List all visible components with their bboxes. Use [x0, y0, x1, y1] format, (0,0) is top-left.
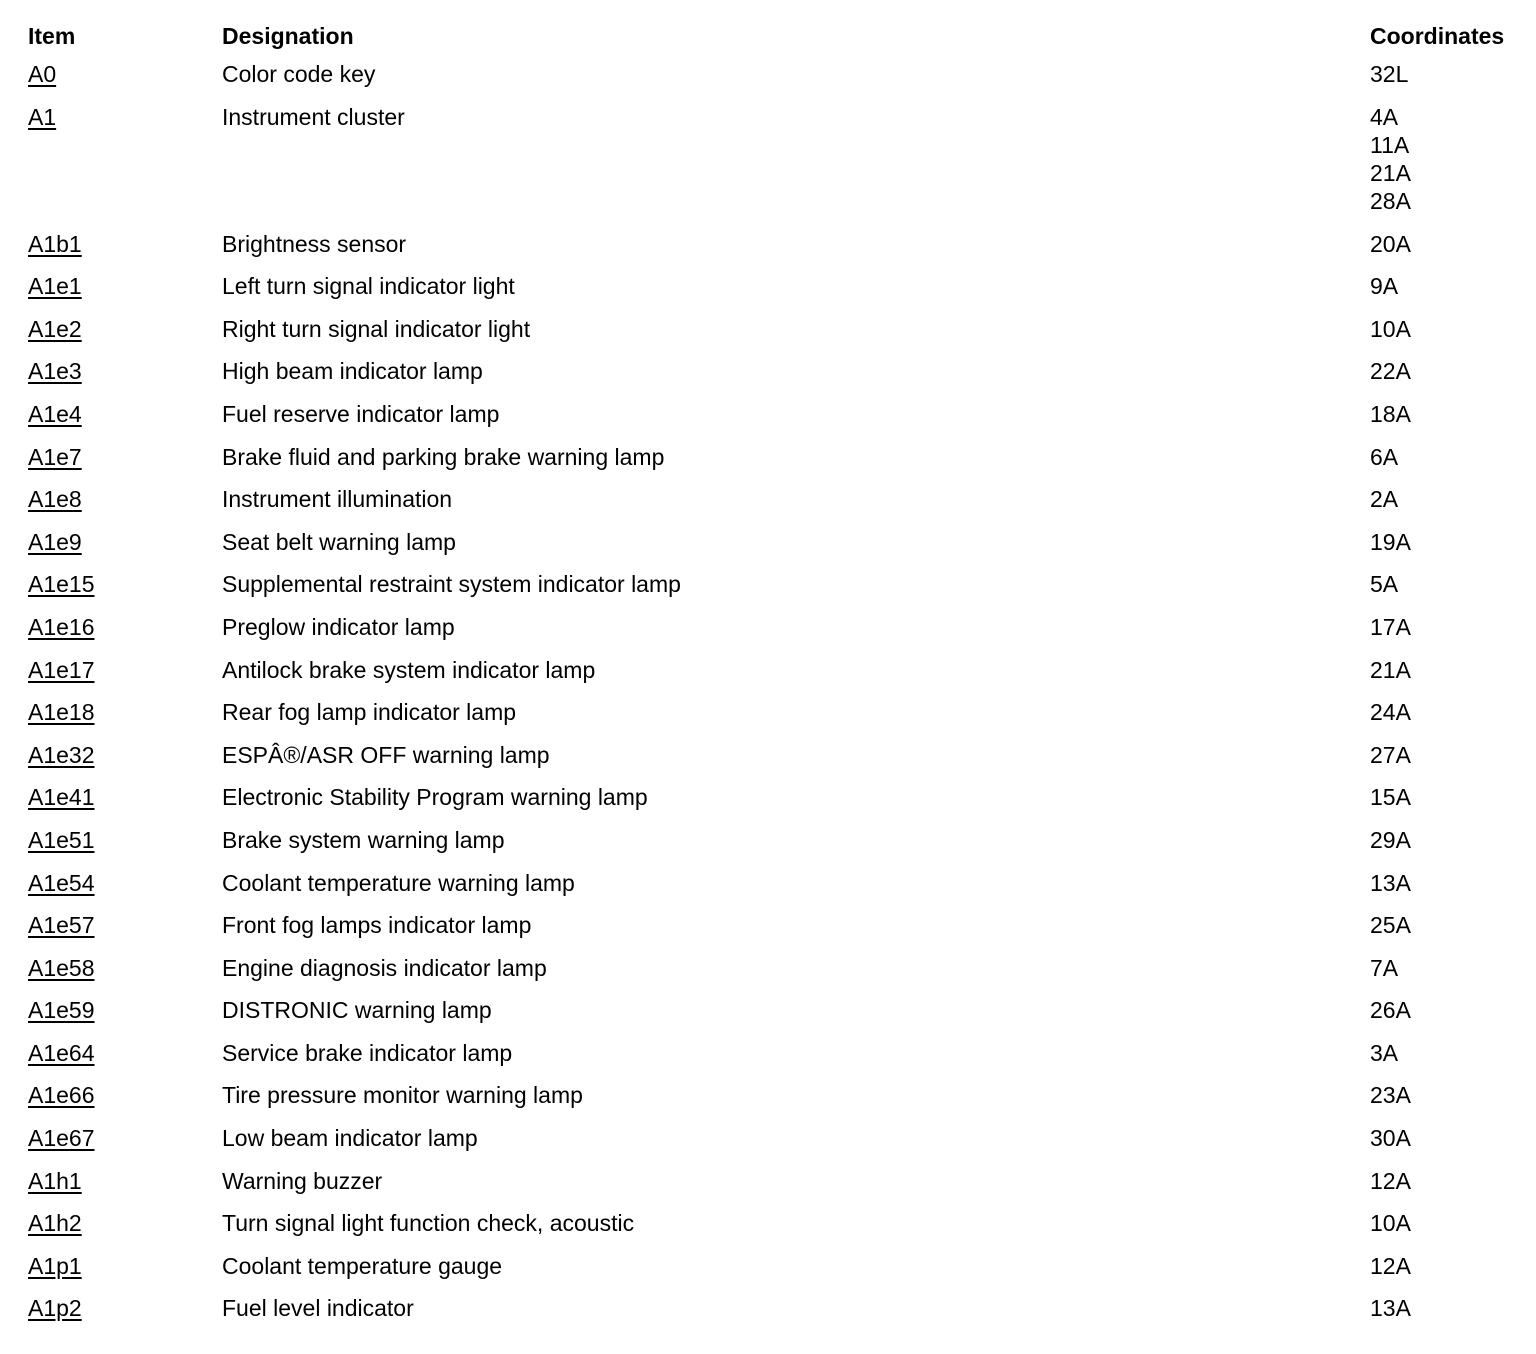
- item-link[interactable]: A1e16: [28, 613, 95, 640]
- coordinates-cell: [1370, 441, 1523, 484]
- coordinates-cell: [1370, 1207, 1523, 1250]
- coordinate-value: 22A: [1370, 358, 1411, 385]
- table-row: [28, 909, 1523, 952]
- coordinate-value: 2A: [1370, 486, 1399, 513]
- item-cell: [28, 1207, 222, 1250]
- designation-cell: Warning buzzer: [222, 1167, 383, 1194]
- item-cell: [28, 270, 222, 313]
- designation-cell: Coolant temperature warning lamp: [222, 869, 575, 896]
- item-cell: [28, 654, 222, 697]
- coordinate-value: 19A: [1370, 528, 1411, 555]
- table-row: [28, 1250, 1523, 1293]
- table-row: [28, 781, 1523, 824]
- coordinates-cell: [1370, 909, 1523, 952]
- item-cell: [28, 58, 222, 101]
- coordinate-value: 12A: [1370, 1167, 1411, 1194]
- item-cell: [28, 526, 222, 569]
- table-row: [28, 441, 1523, 484]
- item-link[interactable]: A1e9: [28, 528, 82, 555]
- designation-cell: Brake system warning lamp: [222, 826, 505, 853]
- item-cell: [28, 1122, 222, 1165]
- coordinate-value: 23A: [1370, 1082, 1411, 1109]
- table-row: [28, 1292, 1523, 1335]
- coordinate-value: 4A: [1370, 103, 1399, 130]
- item-link[interactable]: A1: [28, 103, 57, 130]
- coordinates-cell: [1370, 1165, 1523, 1208]
- table-row: [28, 867, 1523, 910]
- coordinate-value: 17A: [1370, 613, 1411, 640]
- item-cell: [28, 696, 222, 739]
- item-link[interactable]: A1p1: [28, 1252, 82, 1279]
- item-cell: [28, 441, 222, 484]
- item-link[interactable]: A1e66: [28, 1082, 95, 1109]
- coordinates-cell: [1370, 313, 1523, 356]
- designation-cell: Fuel reserve indicator lamp: [222, 400, 500, 427]
- coordinates-cell: [1370, 696, 1523, 739]
- coordinates-cell: [1370, 526, 1523, 569]
- header-row: [28, 20, 1523, 58]
- coordinates-cell: [1370, 355, 1523, 398]
- table-row: [28, 101, 1523, 228]
- coordinates-cell: [1370, 398, 1523, 441]
- item-cell: [28, 824, 222, 867]
- designation-cell: Brightness sensor: [222, 230, 407, 257]
- item-link[interactable]: A1e32: [28, 741, 95, 768]
- coordinates-cell: [1370, 781, 1523, 824]
- designation-cell: Coolant temperature gauge: [222, 1252, 503, 1279]
- designation-column-header: Designation: [222, 23, 354, 49]
- designation-cell: Turn signal light function check, acoustic: [222, 1210, 635, 1237]
- coordinate-value: 5A: [1370, 571, 1399, 598]
- designation-cell: Rear fog lamp indicator lamp: [222, 699, 517, 726]
- designation-cell: Brake fluid and parking brake warning lamp: [222, 443, 665, 470]
- coordinate-value: 10A: [1370, 315, 1411, 342]
- coordinate-value: 26A: [1370, 997, 1411, 1024]
- item-cell: [28, 781, 222, 824]
- table-row: [28, 1165, 1523, 1208]
- coordinate-value: 11A: [1370, 131, 1410, 158]
- coordinate-value: 18A: [1370, 400, 1411, 427]
- item-cell: [28, 568, 222, 611]
- item-column-header: Item: [28, 23, 76, 49]
- table-row: [28, 270, 1523, 313]
- item-cell: [28, 101, 222, 228]
- designation-cell: Antilock brake system indicator lamp: [222, 656, 596, 683]
- legend-body: [28, 58, 1523, 1335]
- item-link[interactable]: A1b1: [28, 230, 82, 257]
- coordinates-cell: [1370, 1122, 1523, 1165]
- coordinate-value: 27A: [1370, 741, 1411, 768]
- coordinates-cell: [1370, 952, 1523, 995]
- coordinate-value: 20A: [1370, 230, 1411, 257]
- coordinates-cell: [1370, 867, 1523, 910]
- table-row: [28, 1037, 1523, 1080]
- designation-cell: ESPÂ®/ASR OFF warning lamp: [222, 741, 550, 768]
- designation-cell: DISTRONIC warning lamp: [222, 997, 492, 1024]
- designation-cell: Instrument illumination: [222, 486, 453, 513]
- coordinate-value: 9A: [1370, 273, 1399, 300]
- coordinate-value: 15A: [1370, 784, 1411, 811]
- item-cell: [28, 952, 222, 995]
- designation-cell: Color code key: [222, 61, 376, 87]
- item-link[interactable]: A1e54: [28, 869, 95, 896]
- coordinate-value: 12A: [1370, 1252, 1411, 1279]
- item-cell: [28, 1292, 222, 1335]
- coordinates-cell: [1370, 568, 1523, 611]
- item-cell: [28, 313, 222, 356]
- item-link[interactable]: A1e4: [28, 400, 82, 427]
- item-cell: [28, 355, 222, 398]
- coordinates-cell: [1370, 1079, 1523, 1122]
- item-cell: [28, 909, 222, 952]
- coordinates-cell: [1370, 228, 1523, 271]
- item-cell: [28, 611, 222, 654]
- item-cell: [28, 739, 222, 782]
- item-link[interactable]: A1e8: [28, 486, 82, 513]
- table-row: [28, 313, 1523, 356]
- table-row: [28, 1122, 1523, 1165]
- coordinate-value: 7A: [1370, 954, 1399, 981]
- coordinate-value: 30A: [1370, 1125, 1411, 1152]
- designation-cell: Supplemental restraint system indicator lamp: [222, 571, 681, 598]
- designation-cell: Engine diagnosis indicator lamp: [222, 954, 547, 981]
- table-row: [28, 355, 1523, 398]
- coordinates-cell: [1370, 483, 1523, 526]
- item-link[interactable]: A1e64: [28, 1039, 95, 1066]
- designation-cell: Instrument cluster: [222, 103, 405, 130]
- designation-cell: Seat belt warning lamp: [222, 528, 456, 555]
- coordinate-value: 3A: [1370, 1039, 1399, 1066]
- coordinates-cell: [1370, 1292, 1523, 1335]
- table-row: [28, 739, 1523, 782]
- item-link[interactable]: A1e18: [28, 699, 95, 726]
- component-legend-table: [28, 20, 1523, 1335]
- table-row: [28, 824, 1523, 867]
- table-row: [28, 398, 1523, 441]
- coordinates-cell: [1370, 1037, 1523, 1080]
- item-link[interactable]: A0: [28, 61, 57, 87]
- item-link[interactable]: A1p2: [28, 1295, 82, 1322]
- table-row: [28, 611, 1523, 654]
- coordinates-cell: [1370, 739, 1523, 782]
- item-link[interactable]: A1e7: [28, 443, 82, 470]
- item-cell: [28, 1079, 222, 1122]
- coordinate-value: 6A: [1370, 443, 1399, 470]
- item-link[interactable]: A1e15: [28, 571, 95, 598]
- item-link[interactable]: A1e17: [28, 656, 95, 683]
- coordinate-value: 21A: [1370, 656, 1411, 683]
- coordinates-cell: [1370, 611, 1523, 654]
- designation-cell: Left turn signal indicator light: [222, 273, 515, 300]
- designation-cell: Front fog lamps indicator lamp: [222, 912, 532, 939]
- table-row: [28, 483, 1523, 526]
- item-cell: [28, 994, 222, 1037]
- table-row: [28, 58, 1523, 101]
- item-cell: [28, 1037, 222, 1080]
- coordinates-cell: [1370, 994, 1523, 1037]
- designation-cell: Service brake indicator lamp: [222, 1039, 513, 1066]
- table-row: [28, 654, 1523, 697]
- coordinate-value: 29A: [1370, 826, 1411, 853]
- item-cell: [28, 228, 222, 271]
- table-row: [28, 696, 1523, 739]
- item-link[interactable]: A1h1: [28, 1167, 82, 1194]
- designation-cell: High beam indicator lamp: [222, 358, 483, 385]
- coordinate-value: 10A: [1370, 1210, 1411, 1237]
- item-link[interactable]: A1e57: [28, 912, 95, 939]
- table-row: [28, 228, 1523, 271]
- item-cell: [28, 1250, 222, 1293]
- table-row: [28, 1079, 1523, 1122]
- designation-cell: Right turn signal indicator light: [222, 315, 531, 342]
- coordinates-cell: [1370, 654, 1523, 697]
- item-cell: [28, 867, 222, 910]
- item-cell: [28, 398, 222, 441]
- designation-cell: Low beam indicator lamp: [222, 1125, 478, 1152]
- coordinates-column-header: Coordinates: [1370, 23, 1505, 49]
- coordinate-value: 32L: [1370, 61, 1409, 87]
- coordinates-cell: [1370, 101, 1523, 228]
- item-link[interactable]: A1h2: [28, 1210, 82, 1237]
- coordinate-value: 13A: [1370, 869, 1411, 896]
- item-link[interactable]: A1e59: [28, 997, 95, 1024]
- coordinate-value: 21A: [1370, 159, 1411, 186]
- item-link[interactable]: A1e2: [28, 315, 82, 342]
- item-link[interactable]: A1e3: [28, 358, 82, 385]
- coordinate-value: 28A: [1370, 187, 1411, 214]
- coordinates-cell: [1370, 824, 1523, 867]
- coordinates-cell: [1370, 58, 1523, 101]
- item-link[interactable]: A1e58: [28, 954, 95, 981]
- table-row: [28, 994, 1523, 1037]
- table-row: [28, 1207, 1523, 1250]
- item-cell: [28, 1165, 222, 1208]
- table-row: [28, 568, 1523, 611]
- table-row: [28, 526, 1523, 569]
- item-link[interactable]: A1e41: [28, 784, 95, 811]
- item-link[interactable]: A1e67: [28, 1125, 95, 1152]
- designation-cell: Preglow indicator lamp: [222, 613, 455, 640]
- coordinate-value: 13A: [1370, 1295, 1411, 1322]
- coordinates-cell: [1370, 1250, 1523, 1293]
- coordinate-value: 25A: [1370, 912, 1411, 939]
- coordinate-value: 24A: [1370, 699, 1411, 726]
- item-cell: [28, 483, 222, 526]
- designation-cell: Tire pressure monitor warning lamp: [222, 1082, 583, 1109]
- designation-cell: Electronic Stability Program warning lamp: [222, 784, 648, 811]
- coordinates-cell: [1370, 270, 1523, 313]
- table-row: [28, 952, 1523, 995]
- designation-cell: Fuel level indicator: [222, 1295, 414, 1322]
- item-link[interactable]: A1e1: [28, 273, 82, 300]
- item-link[interactable]: A1e51: [28, 826, 95, 853]
